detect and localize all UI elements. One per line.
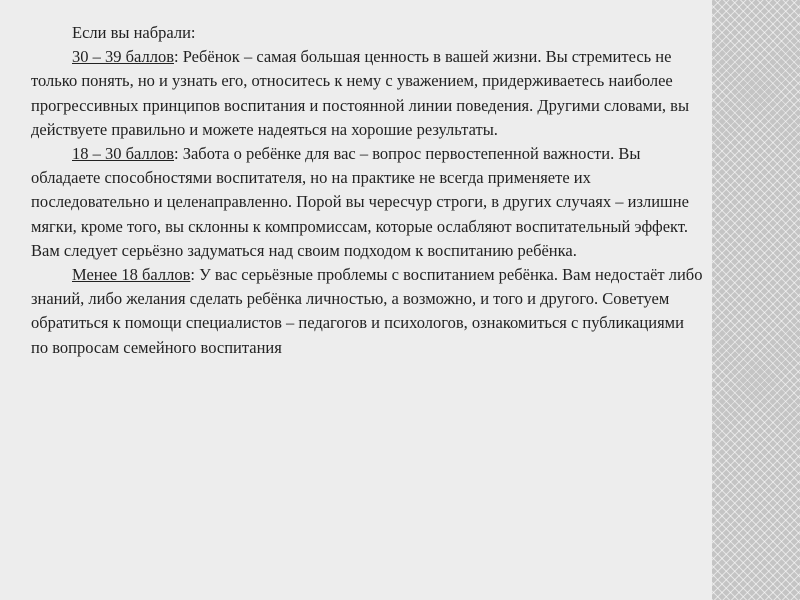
section-text-30-39: Ребёнок – самая большая ценность в вашей жизни. Вы стремитесь не только понять, но и узнать его, относитесь к нему с уважением, придерживаетесь наиболее прогрессивных принципов воспитания и постоянной линии поведения. Другими словами, вы действуете правильно и можете надеяться на хорошие результаты. (31, 47, 690, 139)
section-paragraph-30-39 (31, 45, 703, 142)
score-range-30-39: 30 – 39 баллов (72, 47, 174, 67)
score-separator: : (174, 47, 179, 67)
section-text-18-30: Забота о ребёнке для вас – вопрос первостепенной важности. Вы обладаете способностями воспитателя, но на практике не всегда применяете их последовательно и целенаправленно. Порой вы чересчур строги, в других случаях – излишне мягки, кроме того, вы склонны к компромиссам, которые ослабляют воспитательный эффект. Вам следует серьёзно задуматься над своим подходом к воспитанию ребёнка. (31, 144, 689, 260)
score-range-under-18: Менее 18 баллов (72, 265, 191, 285)
decorative-side-strip (712, 0, 800, 600)
score-range-18-30: 18 – 30 баллов (72, 144, 174, 164)
text-body (31, 21, 703, 360)
section-text-under-18: У вас серьёзные проблемы с воспитанием ребёнка. Вам недостаёт либо знаний, либо желания сделать ребёнка личностью, а возможно, и того и другого. Советуем обратиться к помощи специалистов – педагогов и психологов, ознакомиться с публикациями по вопросам семейного воспитания (31, 265, 703, 357)
intro-paragraph (31, 21, 703, 45)
score-separator: : (190, 265, 195, 285)
section-paragraph-18-30 (31, 142, 703, 263)
section-paragraph-under-18 (31, 263, 703, 360)
score-separator: : (174, 144, 179, 164)
intro-text: Если вы набрали: (72, 23, 196, 42)
